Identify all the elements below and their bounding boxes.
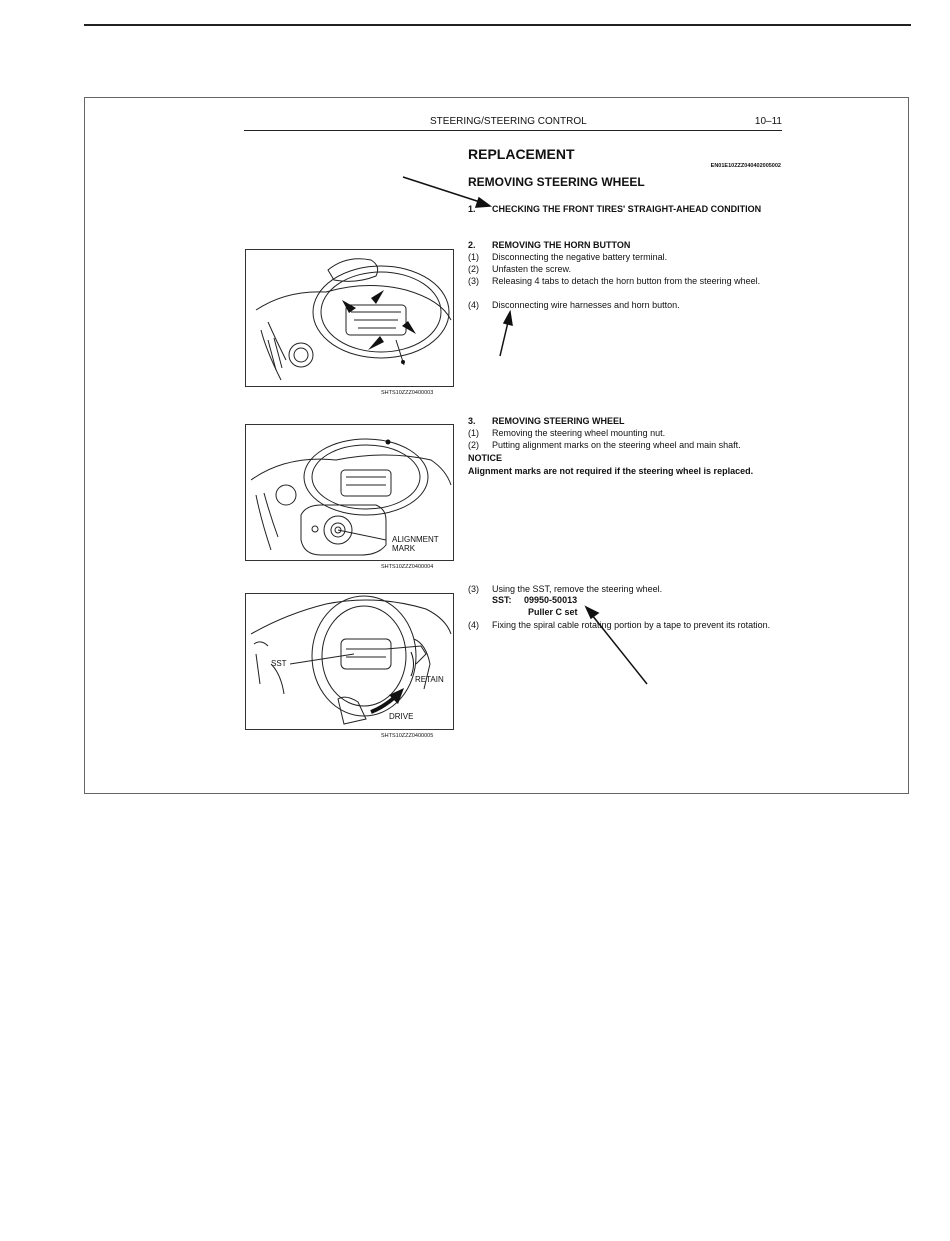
sst-part-name: Puller C set <box>528 607 578 617</box>
step-text: Using the SST, remove the steering wheel. <box>492 584 663 594</box>
step-number: (3) <box>468 276 479 286</box>
notice-heading: NOTICE <box>468 453 503 463</box>
step-text: REMOVING THE HORN BUTTON <box>492 240 631 250</box>
step-number: (2) <box>468 264 479 274</box>
figure-label-drive: DRIVE <box>389 712 414 721</box>
step-number: (1) <box>468 428 479 438</box>
step-text: Removing the steering wheel mounting nut. <box>492 428 666 438</box>
step-text: Fixing the spiral cable rotating portion by a tape to prevent its rotation. <box>492 620 771 630</box>
figure-caption-3: SHTS10ZZZ0400005 <box>381 733 434 739</box>
step-text: CHECKING THE FRONT TIRES' STRAIGHT-AHEAD CONDITION <box>492 204 762 214</box>
document-code: EN01E10ZZZ040402005002 <box>710 163 781 169</box>
notice-text: Alignment marks are not required if the steering wheel is replaced. <box>468 466 754 476</box>
step-number: 3. <box>468 416 476 426</box>
sst-part-number: 09950-50013 <box>524 595 578 605</box>
header-section: STEERING/STEERING CONTROL <box>430 116 587 127</box>
step-text: Releasing 4 tabs to detach the horn button from the steering wheel. <box>492 276 761 286</box>
arrow-2 <box>500 322 508 356</box>
figure-label-sst: SST <box>271 659 287 668</box>
step-number: 1. <box>468 204 476 214</box>
step-number: 2. <box>468 240 476 250</box>
figure-caption-1: SHTS10ZZZ0400003 <box>381 390 434 396</box>
step-text: Disconnecting wire harnesses and horn button. <box>492 300 680 310</box>
arrow-3-head <box>586 607 598 618</box>
arrow-1-head <box>476 198 490 207</box>
step-number: (4) <box>468 620 479 630</box>
arrow-3 <box>592 615 647 684</box>
step-number: (2) <box>468 440 479 450</box>
step-text: Unfasten the screw. <box>492 264 572 274</box>
step-number: (4) <box>468 300 479 310</box>
arrow-1 <box>403 177 480 202</box>
section-subtitle: REMOVING STEERING WHEEL <box>468 175 645 189</box>
page-title: REPLACEMENT <box>468 146 575 162</box>
header-page-number: 10–11 <box>754 116 782 127</box>
step-text: REMOVING STEERING WHEEL <box>492 416 625 426</box>
arrow-2-head <box>504 312 512 325</box>
step-number: (1) <box>468 252 479 262</box>
figure-label-retain: RETAIN <box>415 675 444 684</box>
figure-caption-2: SHTS10ZZZ0400004 <box>381 564 434 570</box>
step-text: Disconnecting the negative battery terminal. <box>492 252 668 262</box>
step-number: (3) <box>468 584 479 594</box>
figure-label-alignment-mark: ALIGNMENT MARK <box>392 535 439 553</box>
sst-label: SST: <box>492 595 512 605</box>
step-text: Putting alignment marks on the steering wheel and main shaft. <box>492 440 741 450</box>
